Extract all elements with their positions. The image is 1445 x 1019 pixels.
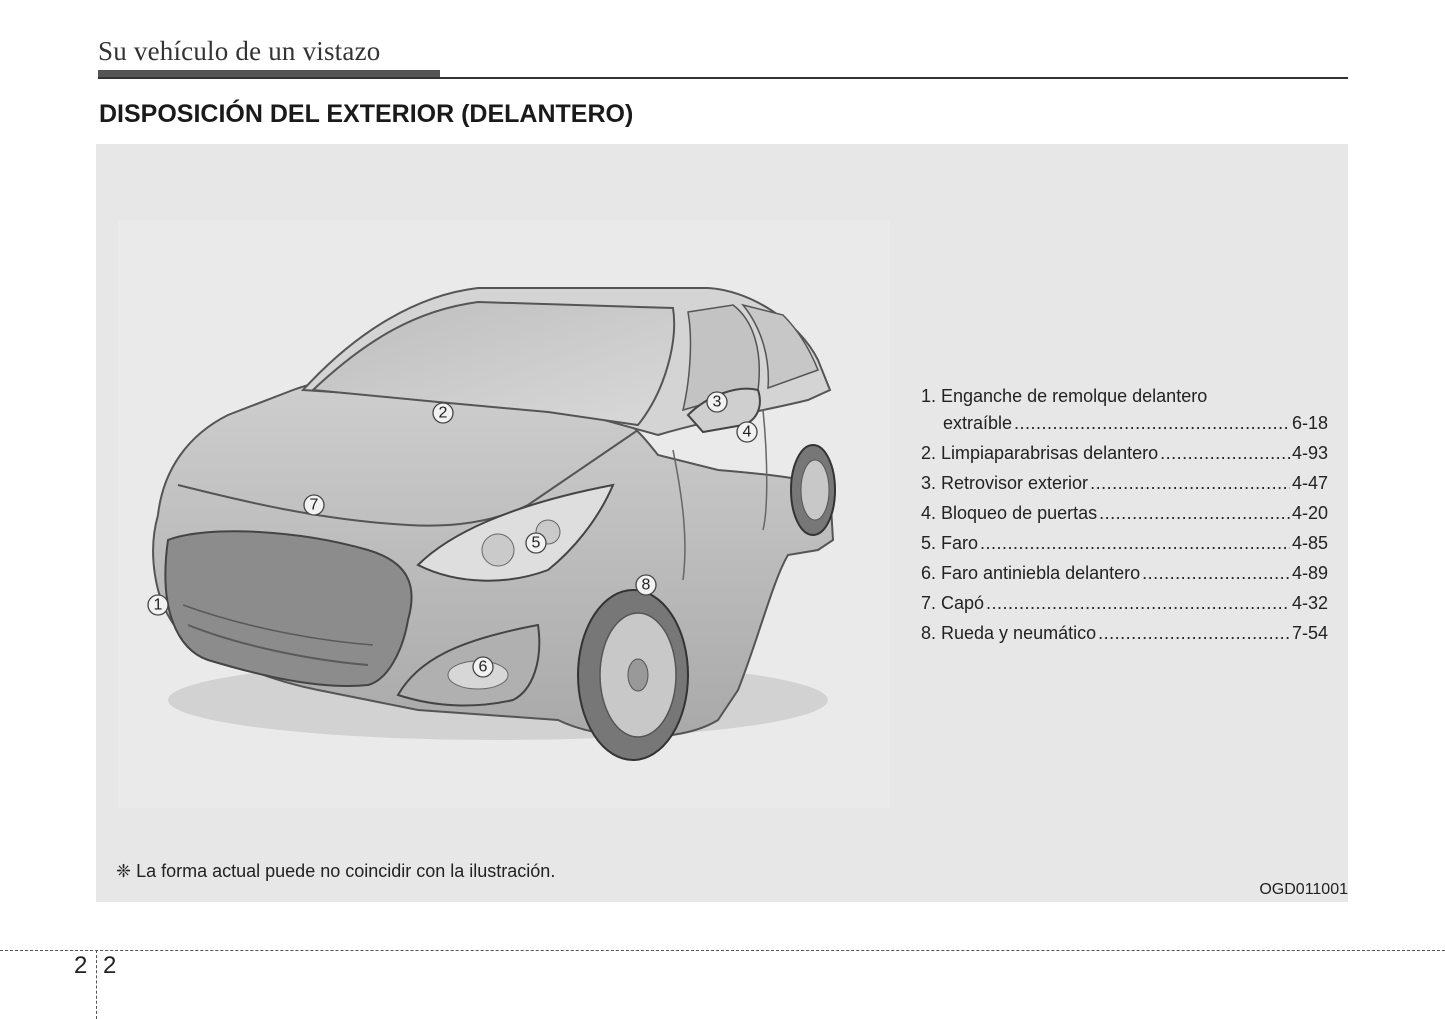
figure-code: OGD011001	[1259, 881, 1348, 898]
car-front-drawing	[118, 220, 890, 808]
callout-6	[473, 657, 493, 677]
callout-5	[526, 533, 546, 553]
running-header: Su vehículo de un vistazo	[98, 36, 381, 66]
legend-item: 1. Enganche de remolque delantero extraíble ..... 6-18	[921, 384, 1328, 438]
legend-item: 5. Faro ..... 4-85	[921, 528, 1328, 558]
chapter-number: 2	[74, 952, 88, 979]
svg-text:3: 3	[712, 393, 722, 411]
parts-legend	[921, 384, 1328, 648]
page-title: DISPOSICIÓN DEL EXTERIOR (DELANTERO)	[99, 100, 634, 128]
legend-item: 2. Limpiaparabrisas delantero ..... 4-93	[921, 438, 1328, 468]
footer-page-divider	[96, 950, 97, 1019]
legend-item: 6. Faro antiniebla delantero ..... 4-89	[921, 558, 1328, 588]
svg-text:7: 7	[309, 496, 319, 514]
svg-text:2: 2	[438, 404, 448, 422]
svg-text:5: 5	[531, 534, 541, 552]
callout-3	[707, 392, 727, 412]
svg-text:1: 1	[153, 596, 163, 614]
footer-divider	[0, 950, 1445, 951]
page-number: 2	[103, 952, 117, 979]
callout-2	[433, 403, 453, 423]
svg-text:6: 6	[478, 658, 488, 676]
illustration-note: ❈ La forma actual puede no coincidir con la ilustración.	[116, 861, 556, 881]
legend-item: 7. Capó ..... 4-32	[921, 588, 1328, 618]
legend-item: 4. Bloqueo de puertas ..... 4-20	[921, 498, 1328, 528]
legend-item: 3. Retrovisor exterior ..... 4-47	[921, 468, 1328, 498]
legend-item: 8. Rueda y neumático ..... 7-54	[921, 618, 1328, 648]
svg-text:4: 4	[742, 423, 752, 441]
svg-text:8: 8	[641, 576, 651, 594]
car-illustration	[118, 220, 890, 808]
callout-8	[636, 575, 656, 595]
callout-4	[737, 422, 757, 442]
callout-7	[304, 495, 324, 515]
callout-1	[148, 595, 168, 615]
header-rule	[98, 77, 1348, 79]
